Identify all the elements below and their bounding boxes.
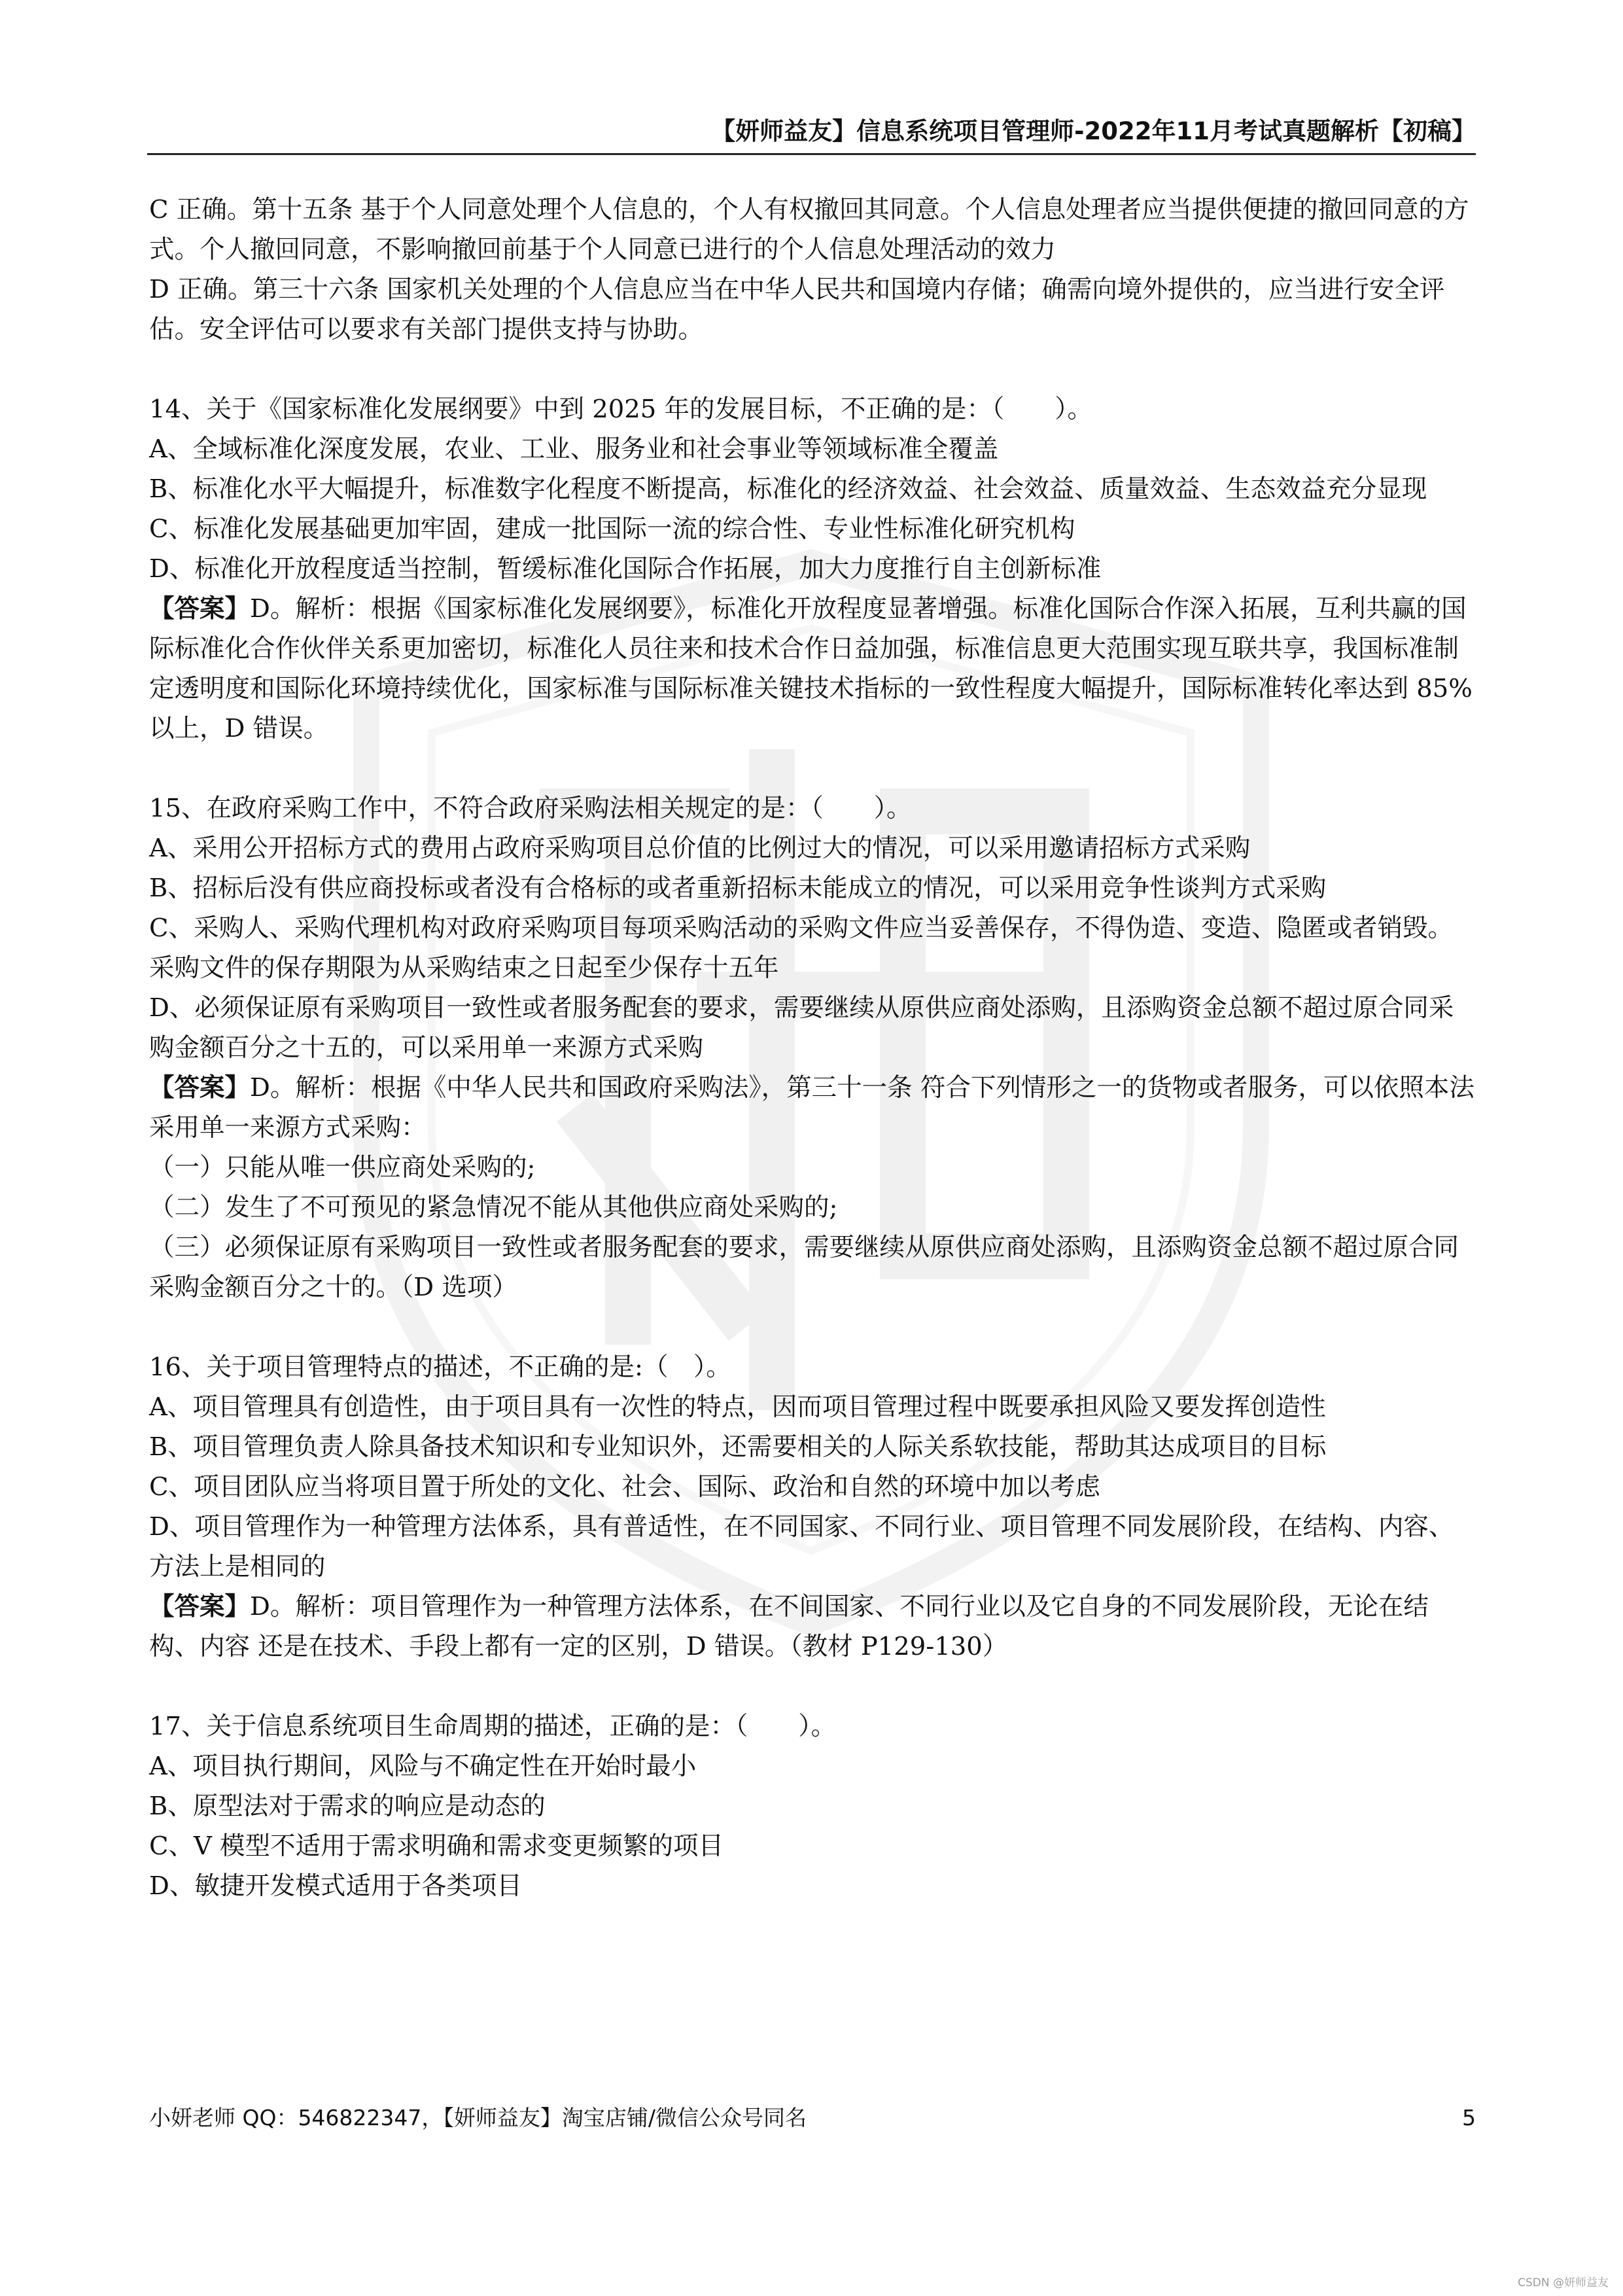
option-a: A、项目管理具有创造性，由于项目具有一次性的特点，因而项目管理过程中既要承担风险又要发挥创造性 (149, 1392, 1326, 1422)
option-a: A、全域标准化深度发展，农业、工业、服务业和社会事业等领域标准全覆盖 (149, 434, 999, 464)
answer-item: （二）发生了不可预见的紧急情况不能从其他供应商处采购的; (149, 1193, 838, 1222)
question-stem: 17、关于信息系统项目生命周期的描述，正确的是：（ ）。 (149, 1712, 836, 1741)
question-17 (149, 1706, 1477, 1906)
intro-paragraph: C 正确。第十五条 基于个人同意处理个人信息的，个人有权撤回其同意。个人信息处理者应当提供便捷的撤回同意的方式。个人撤回同意，不影响撤回前基于个人同意已进行的个人信息处理活动的效力 (149, 195, 1469, 264)
option-b: B、原型法对于需求的响应是动态的 (149, 1792, 546, 1821)
intro-paragraph: D 正确。第三十六条 国家机关处理的个人信息应当在中华人民共和国境内存储；确需向境外提供的，应当进行安全评估。安全评估可以要求有关部门提供支持与协助。 (149, 275, 1445, 344)
question-14 (149, 389, 1477, 749)
question-15 (149, 788, 1477, 1307)
header-title: 【妍师益友】信息系统项目管理师-2022年11月考试真题解析【初稿】 (711, 117, 1476, 145)
answer-item: （三）必须保证原有采购项目一致性或者服务配套的要求，需要继续从原供应商处添购，且添购资金总额不超过原合同采购金额百分之十的。（D 选项） (149, 1233, 1459, 1302)
answer-tag: 【答案】 (149, 1073, 251, 1103)
option-c: C、采购人、采购代理机构对政府采购项目每项采购活动的采购文件应当妥善保存，不得伪造、变造、隐匿或者销毁。采购文件的保存期限为从采购结束之日起至少保存十五年 (149, 913, 1453, 983)
page-footer (149, 2102, 1476, 2134)
answer-tag: 【答案】 (149, 1592, 251, 1621)
option-c: C、V 模型不适用于需求明确和需求变更频繁的项目 (149, 1831, 724, 1861)
option-d: D、必须保证原有采购项目一致性或者服务配套的要求，需要继续从原供应商处添购，且添购资金总额不超过原合同采购金额百分之十五的，可以采用单一来源方式采购 (149, 993, 1454, 1063)
answer-paragraph (149, 1587, 1477, 1667)
answer-paragraph (149, 1068, 1477, 1148)
question-stem: 15、在政府采购工作中，不符合政府采购法相关规定的是：（ ）。 (149, 794, 912, 823)
page-header (147, 116, 1476, 155)
answer-item: （一）只能从唯一供应商处采购的; (149, 1153, 536, 1182)
option-a: A、采用公开招标方式的费用占政府采购项目总价值的比例过大的情况，可以采用邀请招标方式采购 (149, 834, 1251, 863)
answer-text: D。解析：根据《中华人民共和国政府采购法》，第三十一条 符合下列情形之一的货物或者服务，可以依照本法采用单一来源方式采购： (149, 1073, 1475, 1142)
question-stem: 16、关于项目管理特点的描述，不正确的是:（ ）。 (149, 1352, 731, 1382)
question-16 (149, 1347, 1477, 1667)
option-b: B、标准化水平大幅提升，标准数字化程度不断提高，标准化的经济效益、社会效益、质量效益、生态效益充分显现 (149, 474, 1427, 504)
option-c: C、项目团队应当将项目置于所处的文化、社会、国际、政治和自然的环境中加以考虑 (149, 1472, 1100, 1502)
question-stem: 14、关于《国家标准化发展纲要》中到 2025 年的发展目标，不正确的是：（ ）。 (149, 395, 1092, 424)
option-b: B、项目管理负责人除具备技术知识和专业知识外，还需要相关的人际关系软技能，帮助其达成项目的目标 (149, 1432, 1327, 1462)
source-credit: CSDN @妍师益友 (1518, 2276, 1609, 2289)
option-b: B、招标后没有供应商投标或者没有合格标的或者重新招标未能成立的情况，可以采用竞争性谈判方式采购 (149, 874, 1327, 903)
option-d: D、标准化开放程度适当控制，暂缓标准化国际合作拓展，加大力度推行自主创新标准 (149, 554, 1102, 584)
footer-contact: 小妍老师 QQ：546822347，【妍师益友】淘宝店铺/微信公众号同名 (149, 2105, 807, 2130)
answer-text: D。解析：根据《国家标准化发展纲要》，标准化开放程度显著增强。标准化国际合作深入拓展，互利共赢的国际标准化合作伙伴关系更加密切，标准化人员往来和技术合作日益加强，标准信息更大范围实现互联共享，我国标准制定透明度和国际化环境持续优化，国家标准与国际标准关键技术指标的一致性程度大幅提升，国际标准转化率达到 85%以上，D 错误。 (149, 594, 1473, 743)
option-c: C、标准化发展基础更加牢固，建成一批国际一流的综合性、专业性标准化研究机构 (149, 514, 1075, 544)
answer-text: D。解析：项目管理作为一种管理方法体系，在不间国家、不同行业以及它自身的不同发展阶段，无论在结构、内容 还是在技术、手段上都有一定的区别，D 错误。（教材 P129-130） (149, 1592, 1429, 1661)
option-d: D、项目管理作为一种管理方法体系，具有普适性，在不同国家、不同行业、项目管理不同发展阶段，在结构、内容、方法上是相同的 (149, 1512, 1454, 1581)
page-number: 5 (1462, 2105, 1476, 2130)
page-content (149, 190, 1477, 1906)
option-a: A、项目执行期间，风险与不确定性在开始时最小 (149, 1752, 697, 1781)
answer-paragraph (149, 589, 1477, 749)
answer-tag: 【答案】 (149, 594, 251, 624)
option-d: D、敏捷开发模式适用于各类项目 (149, 1871, 522, 1901)
